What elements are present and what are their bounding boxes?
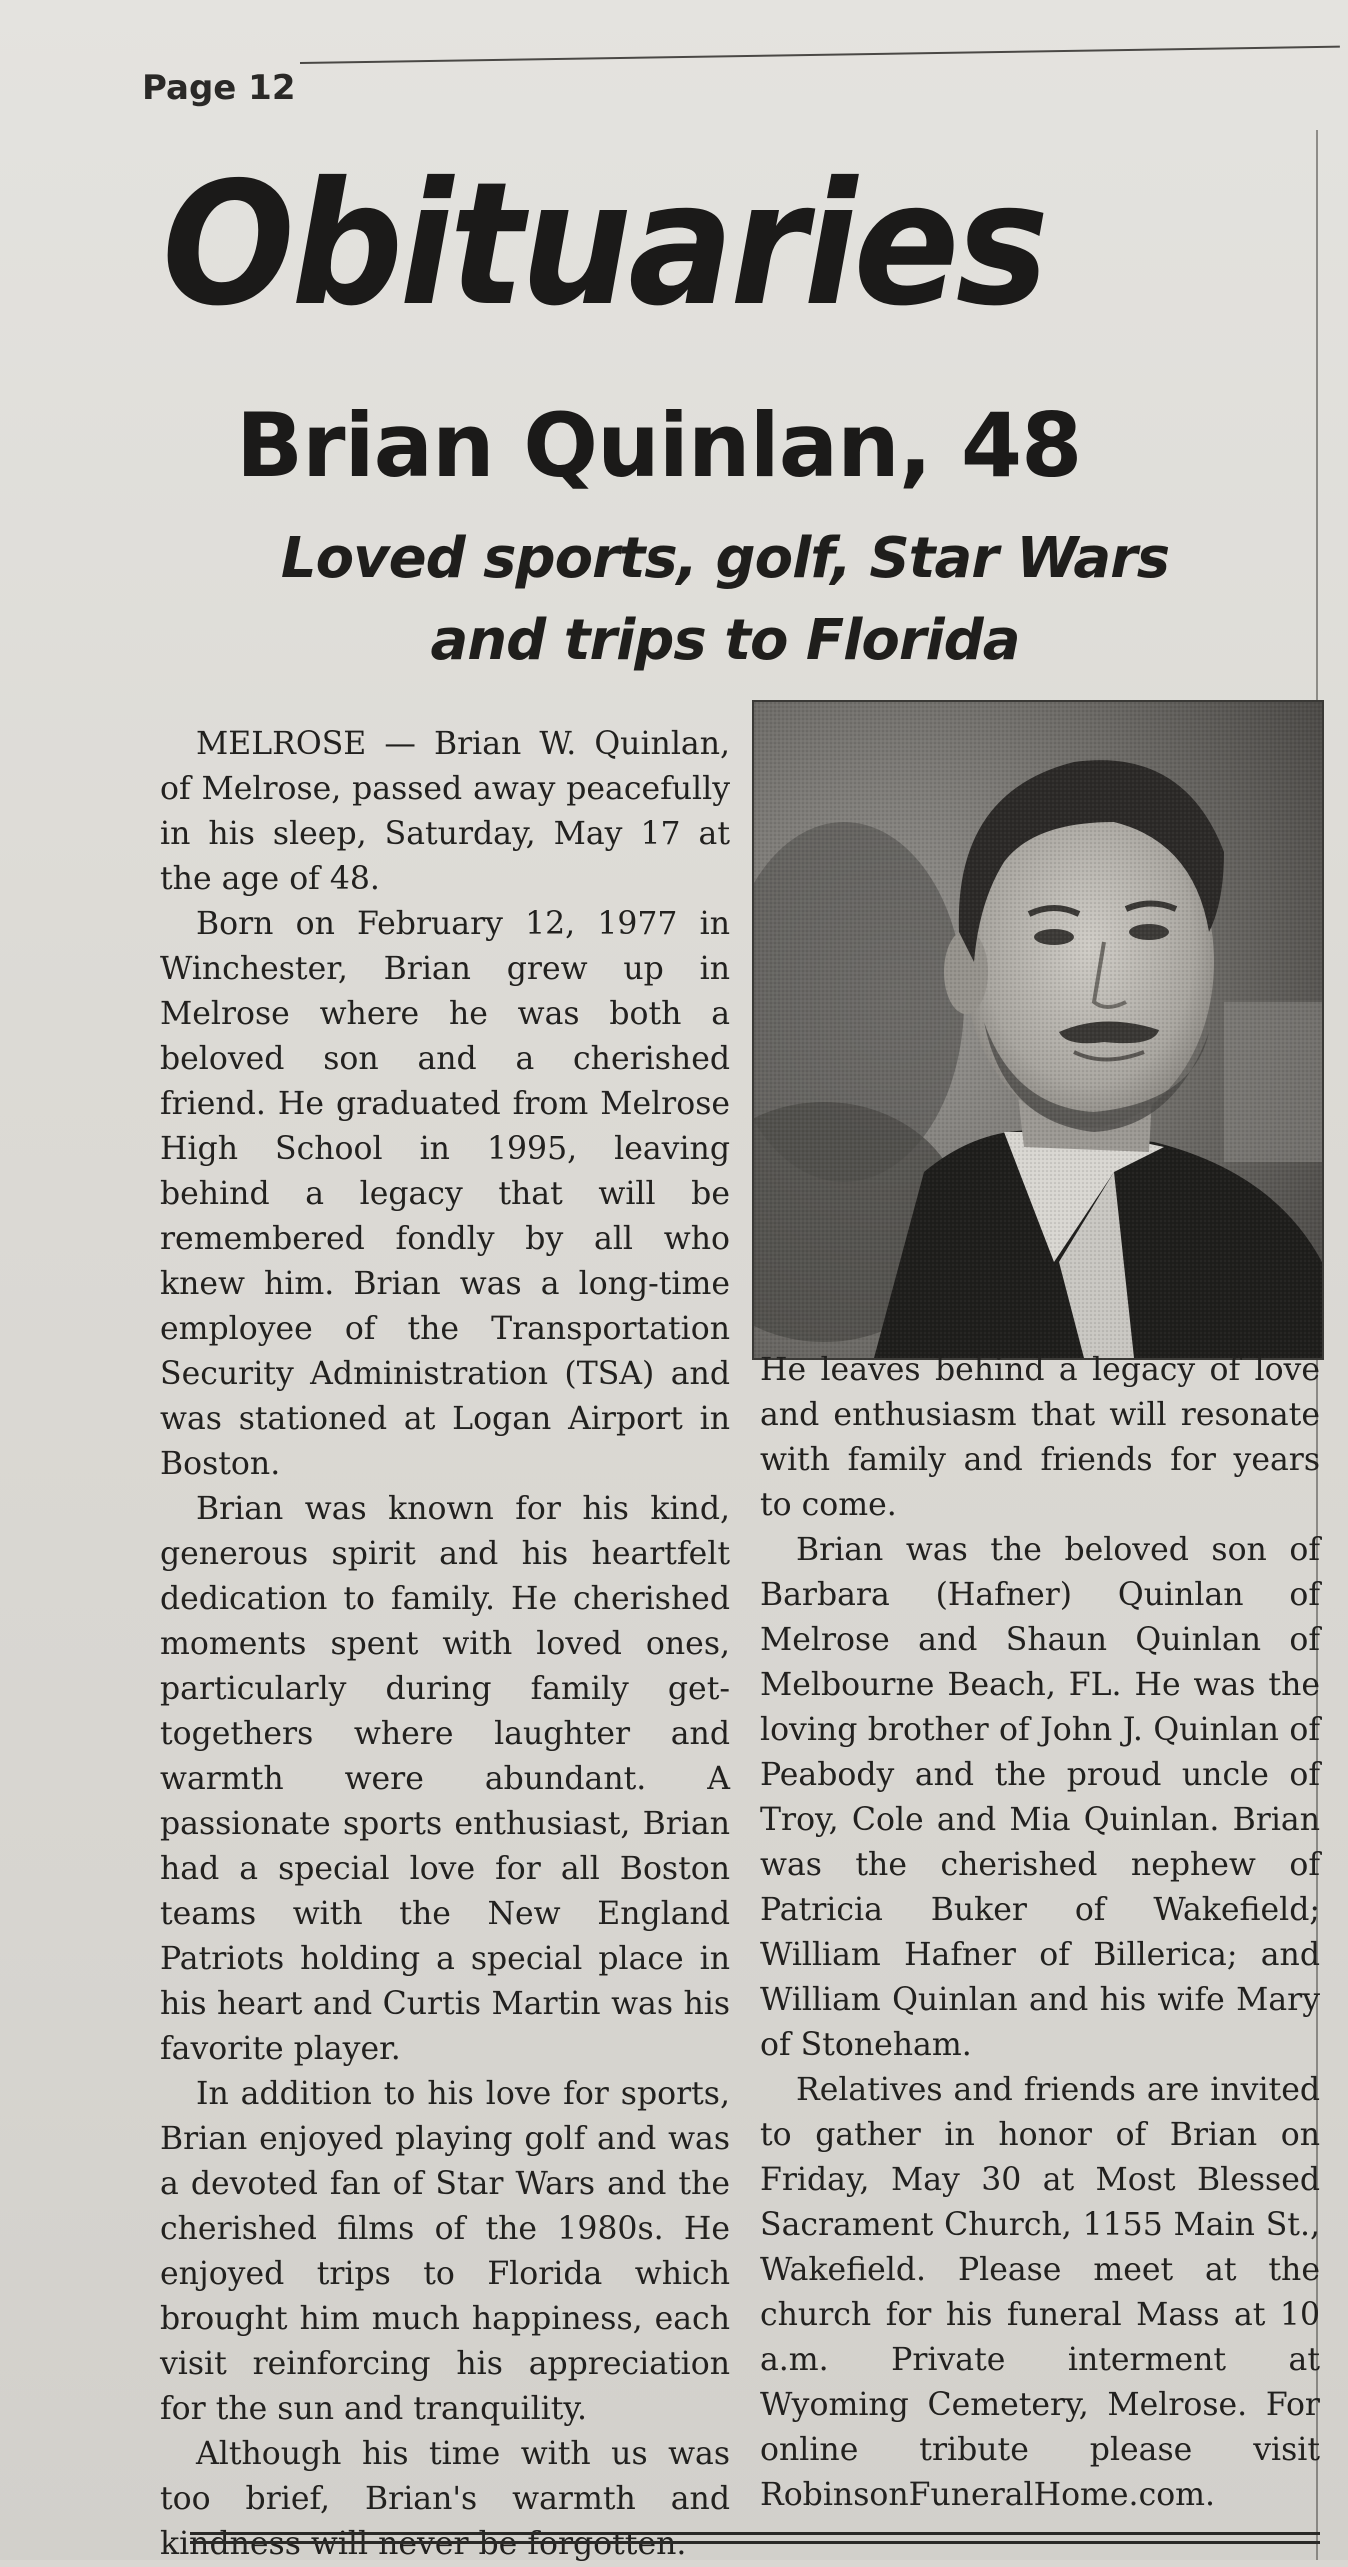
article-subhead xyxy=(200,518,1250,682)
article-headline: Brian Quinlan, 48 xyxy=(236,394,1082,497)
portrait-image xyxy=(754,702,1322,1358)
body-column-left xyxy=(160,722,730,2567)
page-number: Page 12 xyxy=(142,68,296,108)
obituary-photo xyxy=(752,700,1324,1360)
body-paragraph: Brian was the beloved son of Barbara (Hafner) Quinlan of Melrose and Shaun Quinlan of Melbourne Beach, FL. He was the loving brother of John J. Quinlan of Peabody and the proud uncle of Troy, Cole and Mia Quinlan. Brian was the cherished nephew of Patricia Buker of Wakefield; William Hafner of Billerica; and William Quinlan and his wife Mary of Stoneham. xyxy=(760,1532,1320,2063)
body-paragraph: Relatives and friends are invited to gather in honor of Brian on Friday, May 30 at Most Blessed Sacrament Church, 1155 Main St., Wakefield. Please meet at the church for his funeral Mass at 10 a.m. Private interment at Wyoming Cemetery, Melrose. For online tribute please visit RobinsonFuneralHome.com. xyxy=(760,2072,1320,2513)
body-paragraph: In addition to his love for sports, Brian enjoyed playing golf and was a devoted fan of Star Wars and the cherished films of the 1980s. He enjoyed trips to Florida which brought him much happiness, each visit reinforcing his appreciation for the sun and tranquility. xyxy=(160,2076,730,2427)
section-title: Obituaries xyxy=(162,146,1046,344)
body-paragraph: MELROSE — Brian W. Quinlan, of Melrose, passed away peacefully in his sleep, Saturday, May 17 at the age of 48. xyxy=(160,726,730,897)
body-column-right xyxy=(760,1348,1320,2518)
bottom-border xyxy=(190,2532,1320,2544)
subhead-line-2: and trips to Florida xyxy=(430,608,1020,673)
body-paragraph: He leaves behind a legacy of love and enthusiasm that will resonate with family and friends for years to come. xyxy=(760,1352,1320,1523)
subhead-line-1: Loved sports, golf, Star Wars xyxy=(280,526,1170,591)
body-paragraph: Brian was known for his kind, generous spirit and his heartfelt dedication to family. He cherished moments spent with loved ones, particularly during family get-togethers where laughter and warmth were abundant. A passionate sports enthusiast, Brian had a special love for all Boston teams with the New England Patriots holding a special place in his heart and Curtis Martin was his favorite player. xyxy=(160,1491,730,2067)
body-paragraph: Although his time with us was too brief, Brian's warmth and kindness will never be forgotten. xyxy=(160,2436,730,2562)
body-paragraph: Born on February 12, 1977 in Winchester, Brian grew up in Melrose where he was both a beloved son and a cherished friend. He graduated from Melrose High School in 1995, leaving behind a legacy that will be remembered fondly by all who knew him. Brian was a long-time employee of the Transportation Security Administration (TSA) and was stationed at Logan Airport in Boston. xyxy=(160,906,730,1482)
